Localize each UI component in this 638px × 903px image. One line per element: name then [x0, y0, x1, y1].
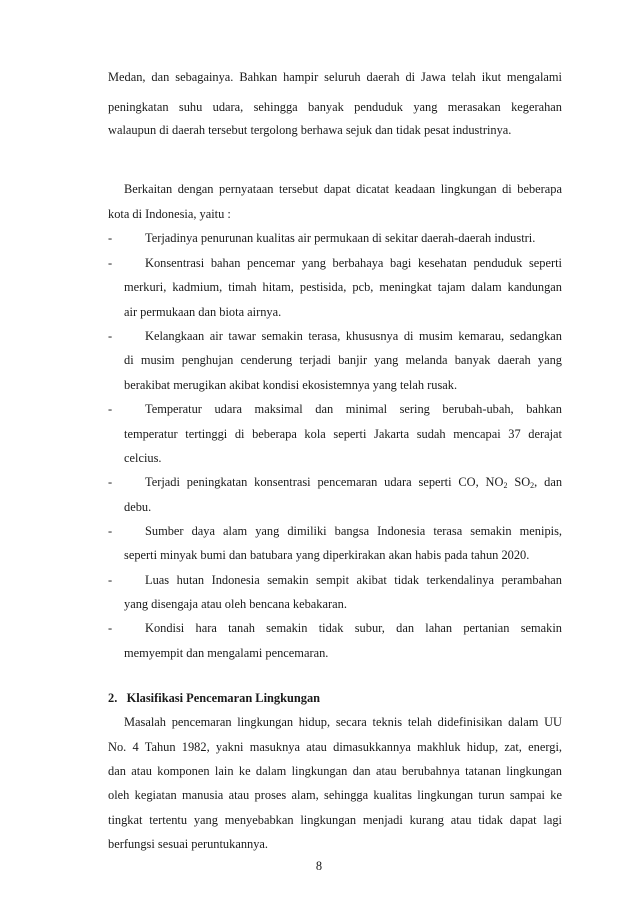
- lead-line: Berkaitan dengan pernyataan tersebut dapat dicatat keadaan lingkungan di beberapa: [124, 182, 562, 196]
- list-item-text: Sumber daya alam yang dimiliki bangsa Indonesia terasa semakin menipis,: [145, 524, 562, 538]
- list-item-text: seperti minyak bumi dan batubara yang diperkirakan akan habis pada tahun 2020.: [124, 548, 530, 562]
- subscript: 2: [503, 481, 508, 490]
- subscript: 2: [530, 481, 535, 490]
- list-marker: -: [108, 524, 113, 538]
- page-number: 8: [315, 859, 323, 873]
- intro-line: Medan, dan sebagainya. Bahkan hampir seluruh daerah di Jawa telah ikut mengalami: [108, 70, 562, 84]
- list-item-text: [145, 474, 562, 490]
- list-item-text: Kondisi hara tanah semakin tidak subur, dan lahan pertanian semakin: [145, 621, 562, 635]
- list-item-text: yang disengaja atau oleh bencana kebakaran.: [124, 597, 347, 611]
- list-item-text: berakibat merugikan akibat kondisi ekosistemnya yang telah rusak.: [124, 378, 458, 392]
- intro-line: peningkatan suhu udara, sehingga banyak penduduk yang merasakan kegerahan: [108, 100, 562, 114]
- list-item-text: celcius.: [124, 451, 162, 465]
- list-item-text: Konsentrasi bahan pencemar yang berbahaya bagi kesehatan penduduk seperti: [145, 256, 562, 270]
- list-item-text: air permukaan dan biota airnya.: [124, 305, 282, 319]
- list-item-text: memyempit dan mengalami pencemaran.: [124, 646, 329, 660]
- list-marker: -: [108, 573, 113, 587]
- section-line: berfungsi sesuai peruntukannya.: [108, 837, 269, 851]
- section-line: Masalah pencemaran lingkungan hidup, secara teknis telah didefinisikan dalam UU: [124, 715, 562, 729]
- list-item-text: di musim penghujan cenderung terjadi banjir yang melanda banyak daerah yang: [124, 353, 562, 367]
- list-marker: -: [108, 621, 113, 635]
- section-line: tingkat tertentu yang menyebabkan lingkungan menjadi kurang atau tidak dapat lagi: [108, 813, 562, 827]
- list-item-text: merkuri, kadmium, timah hitam, pestisida, pcb, meningkat tajam dalam kandungan: [124, 280, 562, 294]
- list-item-text: Terjadinya penurunan kualitas air permukaan di sekitar daerah-daerah industri.: [145, 231, 536, 245]
- item-text-part: SO: [507, 475, 531, 489]
- list-item-text: Luas hutan Indonesia semakin sempit akibat tidak terkendalinya perambahan: [145, 573, 562, 587]
- list-item-text: temperatur tertinggi di beberapa kola seperti Jakarta sudah mencapai 37 derajat: [124, 427, 562, 441]
- lead-line: kota di Indonesia, yaitu :: [108, 207, 231, 221]
- list-marker: -: [108, 402, 113, 416]
- item-text-part: Terjadi peningkatan konsentrasi pencemaran udara seperti CO, NO: [145, 475, 504, 489]
- list-marker: -: [108, 329, 113, 343]
- section-line: No. 4 Tahun 1982, yakni masuknya atau dimasukkannya makhluk hidup, zat, energi,: [108, 740, 562, 754]
- list-item-text: Temperatur udara maksimal dan minimal sering berubah-ubah, bahkan: [145, 402, 562, 416]
- section-heading: 2. Klasifikasi Pencemaran Lingkungan: [108, 691, 321, 705]
- list-item-text: Kelangkaan air tawar semakin terasa, khususnya di musim kemarau, sedangkan: [145, 329, 562, 343]
- list-marker: -: [108, 475, 113, 489]
- item-text-part: , dan: [534, 475, 563, 489]
- section-line: dan atau komponen lain ke dalam lingkungan dan atau berubahnya tatanan lingkungan: [108, 764, 562, 778]
- list-marker: -: [108, 256, 113, 270]
- list-marker: -: [108, 231, 113, 245]
- list-item-text: debu.: [124, 500, 152, 514]
- section-line: oleh kegiatan manusia atau proses alam, sehingga kualitas lingkungan turun sampai ke: [108, 788, 562, 802]
- intro-line: walaupun di daerah tersebut tergolong berhawa sejuk dan tidak pesat industrinya.: [108, 123, 512, 137]
